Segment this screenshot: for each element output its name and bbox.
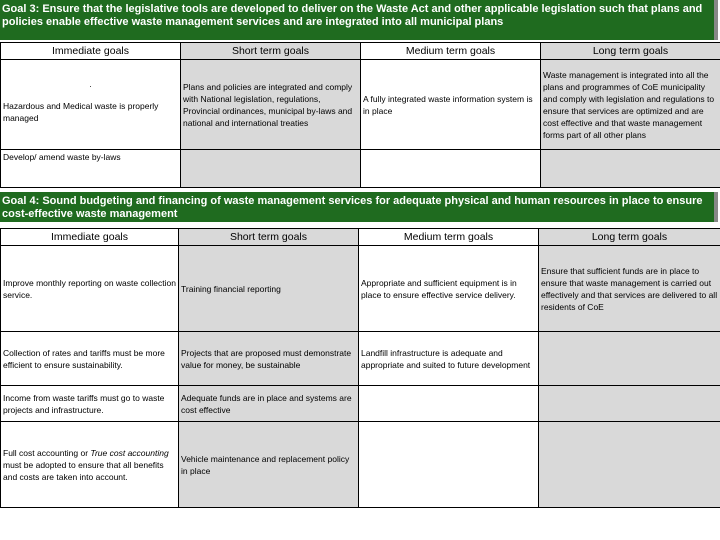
goal4-r3-long [539,386,720,422]
table-row [1,246,720,332]
goal4-r3-medium [359,386,539,422]
immediate-text-post: must be adopted to ensure that all benefits and costs are taken into account. [3,459,164,482]
header-medium: Medium term goals [361,43,541,60]
header-long: Long term goals [539,229,720,246]
goal3-table [0,42,720,188]
immediate-text: Hazardous and Medical waste is properly managed [3,100,159,123]
goal3-r1-medium: A fully integrated waste information system is in place [361,60,541,150]
header-immediate: Immediate goals [1,229,179,246]
goal3-r1-long: Waste management is integrated into all the plans and programmes of CoE municipality and comply with legislation and regulations to ensure that services are optimized and are cost effective and that waste management forms part of all other plans [541,60,720,150]
header-long: Long term goals [541,43,720,60]
table-row [1,332,720,386]
goal3-r2-long [541,150,720,188]
goal4-r2-long [539,332,720,386]
immediate-text-pre: Full cost accounting or [3,447,91,458]
immediate-text-emphasis: True cost accounting [90,447,169,458]
goal3-header-row [1,43,720,60]
goal3-r1-short: Plans and policies are integrated and comply with National legislation, regulations, Provincial ordinances, municipal by-laws and national and international treaties [181,60,361,150]
goal3-r2-medium [361,150,541,188]
goal4-table [0,228,720,508]
goal4-r3-short: Adequate funds are in place and systems are cost effective [179,386,359,422]
goal4-r1-short: Training financial reporting [179,246,359,332]
goal4-title: Goal 4: Sound budgeting and financing of waste management services for adequate physical and human resources in place to ensure cost-effective waste management [0,192,718,222]
goal4-r2-medium: Landfill infrastructure is adequate and appropriate and suited to future development [359,332,539,386]
table-row [1,386,720,422]
goal3-r1-immediate [1,60,181,150]
goal3-r2-short [181,150,361,188]
goal4-r3-immediate: Income from waste tariffs must go to waste projects and infrastructure. [1,386,179,422]
goal4-r4-medium [359,422,539,508]
goal4-r4-immediate [1,422,179,508]
goal4-r1-long: Ensure that sufficient funds are in place to ensure that waste management is carried out effectively and that services are delivered to all residents of CoE [539,246,720,332]
header-short: Short term goals [181,43,361,60]
goal4-r2-short: Projects that are proposed must demonstrate value for money, be sustainable [179,332,359,386]
header-short: Short term goals [179,229,359,246]
goal4-r4-short: Vehicle maintenance and replacement policy in place [179,422,359,508]
table-row [1,422,720,508]
table-row [1,60,720,150]
goal3-r2-immediate: Develop/ amend waste by-laws [1,150,181,188]
header-immediate: Immediate goals [1,43,181,60]
header-medium: Medium term goals [359,229,539,246]
goal4-header-row [1,229,720,246]
goal3-title: Goal 3: Ensure that the legislative tools are developed to deliver on the Waste Act and other applicable legislation such that plans and policies enable effective waste management services and are integrated into all municipal plans [0,0,718,40]
goal4-r2-immediate: Collection of rates and tariffs must be more efficient to ensure sustainability. [1,332,179,386]
bullet-dot: . [89,78,92,89]
goal4-r1-medium: Appropriate and sufficient equipment is in place to ensure effective service delivery. [359,246,539,332]
table-row [1,150,720,188]
goal4-r4-long [539,422,720,508]
goal4-r1-immediate: Improve monthly reporting on waste collection service. [1,246,179,332]
